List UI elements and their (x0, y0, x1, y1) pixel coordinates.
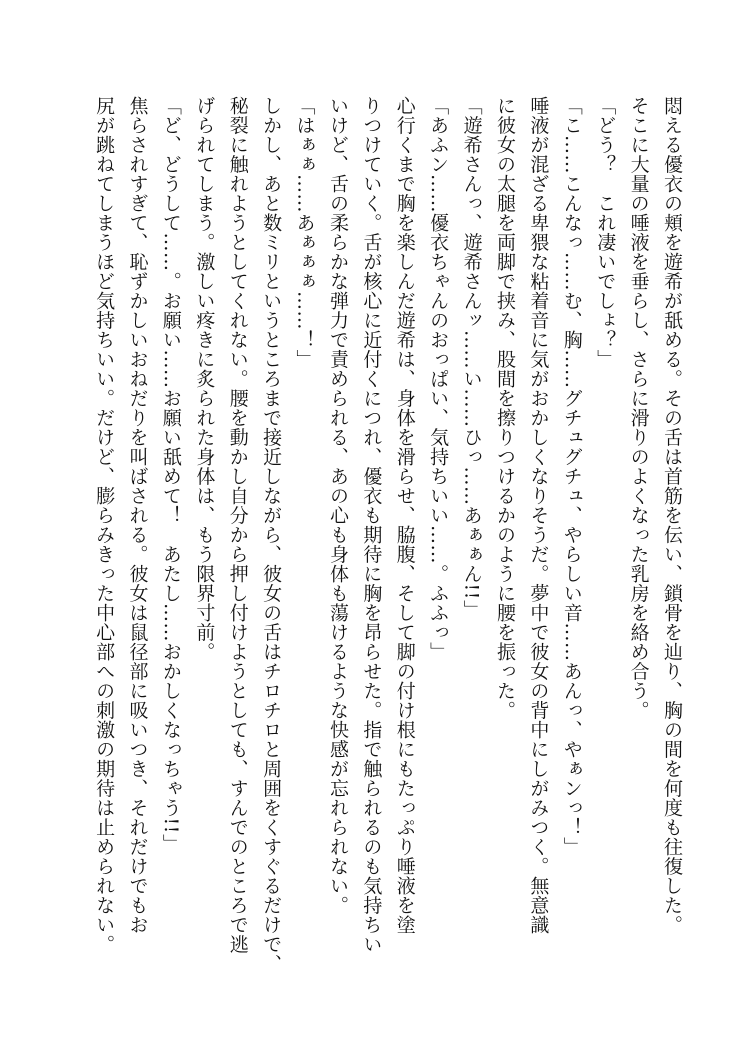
text-line: 尻が跳ねてしまうほど気持ちいい。だけど、膨らみきった中心部への刺激の期待は止められない。 (93, 96, 116, 954)
text-line: げられてしまう。激しい疼きに炙られた身体は、もう限界寸前。 (193, 96, 216, 662)
text-line: 「はぁぁ……あぁぁぁ……！」 (293, 96, 316, 369)
text-line: 「ど、どうして……。お願い……お願い舐めて！ あたし……おかしくなっちゃう!!」 (159, 96, 182, 854)
text-line: 「こ……こんなっ……む、胸……グチュグチュ、やらしい音……あんっ、やぁンっ！」 (560, 96, 583, 857)
text-line: 「どう？ これ凄いでしょ？」 (594, 96, 617, 369)
text-line: りつけていく。舌が核心に近付くにつれ、優衣も期待に胸を昂らせた。指で触られるのも気持ちい (360, 96, 383, 954)
body-text (87, 96, 688, 976)
text-line: に彼女の太腿を両脚で挟み、股間を擦りつけるかのように腰を振った。 (493, 96, 516, 720)
text-line: 秘裂に触れようとしてくれない。腰を動かし自分から押し付けようとしても、すんでのところで逃 (226, 96, 249, 954)
text-line: 唾液が混ざる卑猥な粘着音に気がおかしくなりそうだ。夢中で彼女の背中にしがみつく。無意識 (527, 96, 550, 935)
text-line: 「遊希さんっ、遊希さんッ……い……ひっ……あぁぁん!!」 (460, 96, 483, 620)
text-line: 心行くまで胸を楽しんだ遊希は、身体を滑らせ、脇腹、そして脚の付け根にもたっぷり唾液を塗 (393, 96, 416, 935)
text-line: そこに大量の唾液を垂らし、さらに滑りのよくなった乳房を絡め合う。 (627, 96, 650, 720)
text-line: 悶える優衣の頬を遊希が舐める。その舌は首筋を伝い、鎖骨を辿り、胸の間を何度も往復した。 (661, 96, 683, 935)
text-line: 焦らされすぎて、恥ずかしいおねだりを叫ばされる。彼女は鼠径部に吸いつき、それだけでもお (126, 96, 149, 935)
text-line: しかし、あと数ミリというところまで接近しながら、彼女の舌はチロチロと周囲をくすぐるだけで、 (260, 96, 283, 974)
text-line: 「あふン……優衣ちゃんのおっぱい、気持ちいい……。ふふっ」 (427, 96, 450, 662)
text-line: いけど、舌の柔らかな弾力で責められる、あの心も身体も蕩けるような快感が忘れられない。 (326, 96, 349, 915)
